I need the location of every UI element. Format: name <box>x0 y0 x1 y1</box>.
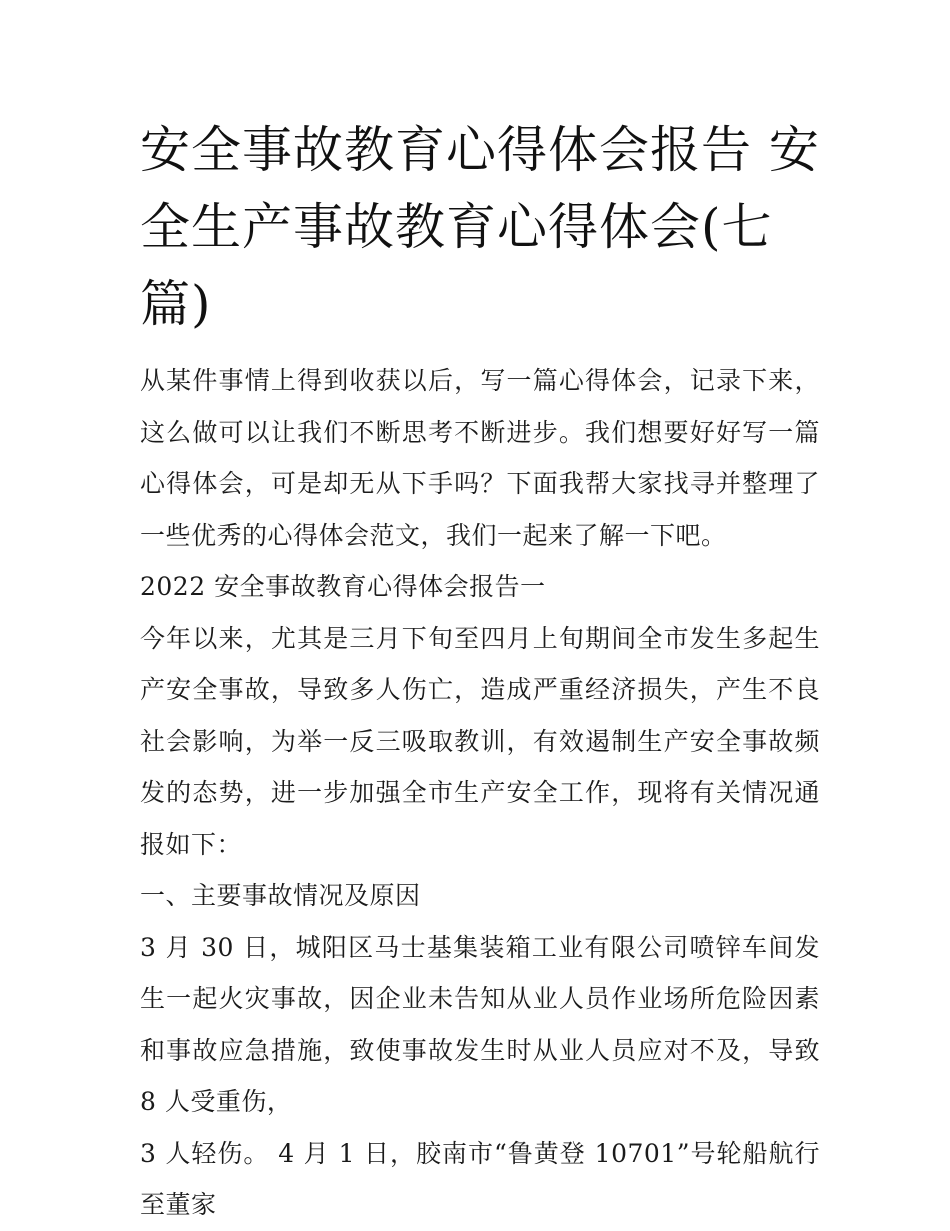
section-heading: 一、主要事故情况及原因 <box>140 881 421 910</box>
body-paragraph: 3 人轻伤。 4 月 1 日，胶南市“鲁黄登 10701”号轮船航行至董家 <box>140 1138 820 1219</box>
report-heading: 2022 安全事故教育心得体会报告一 <box>140 572 546 601</box>
intro-paragraph: 从某件事情上得到收获以后，写一篇心得体会，记录下来，这么做可以让我们不断思考不断进步。我们想要好好写一篇心得体会，可是却无从下手吗？下面我帮大家找寻并整理了一些优秀的心得体会范文，我们一起来了解一下吧。 <box>140 366 820 550</box>
document-body <box>140 355 820 1231</box>
document-title: 安全事故教育心得体会报告 安全生产事故教育心得体会(七篇) <box>140 121 820 333</box>
body-paragraph: 今年以来，尤其是三月下旬至四月上旬期间全市发生多起生产安全事故，导致多人伤亡，造成严重经济损失，产生不良社会影响，为举一反三吸取教训，有效遏制生产安全事故频发的态势，进一步加强全市生产安全工作，现将有关情况通报如下： <box>140 623 820 859</box>
body-paragraph: 3 月 30 日，城阳区马士基集装箱工业有限公司喷锌车间发生一起火灾事故，因企业未告知从业人员作业场所危险因素和事故应急措施，致使事故发生时从业人员应对不及，导致 8 人受重伤， <box>140 932 820 1116</box>
